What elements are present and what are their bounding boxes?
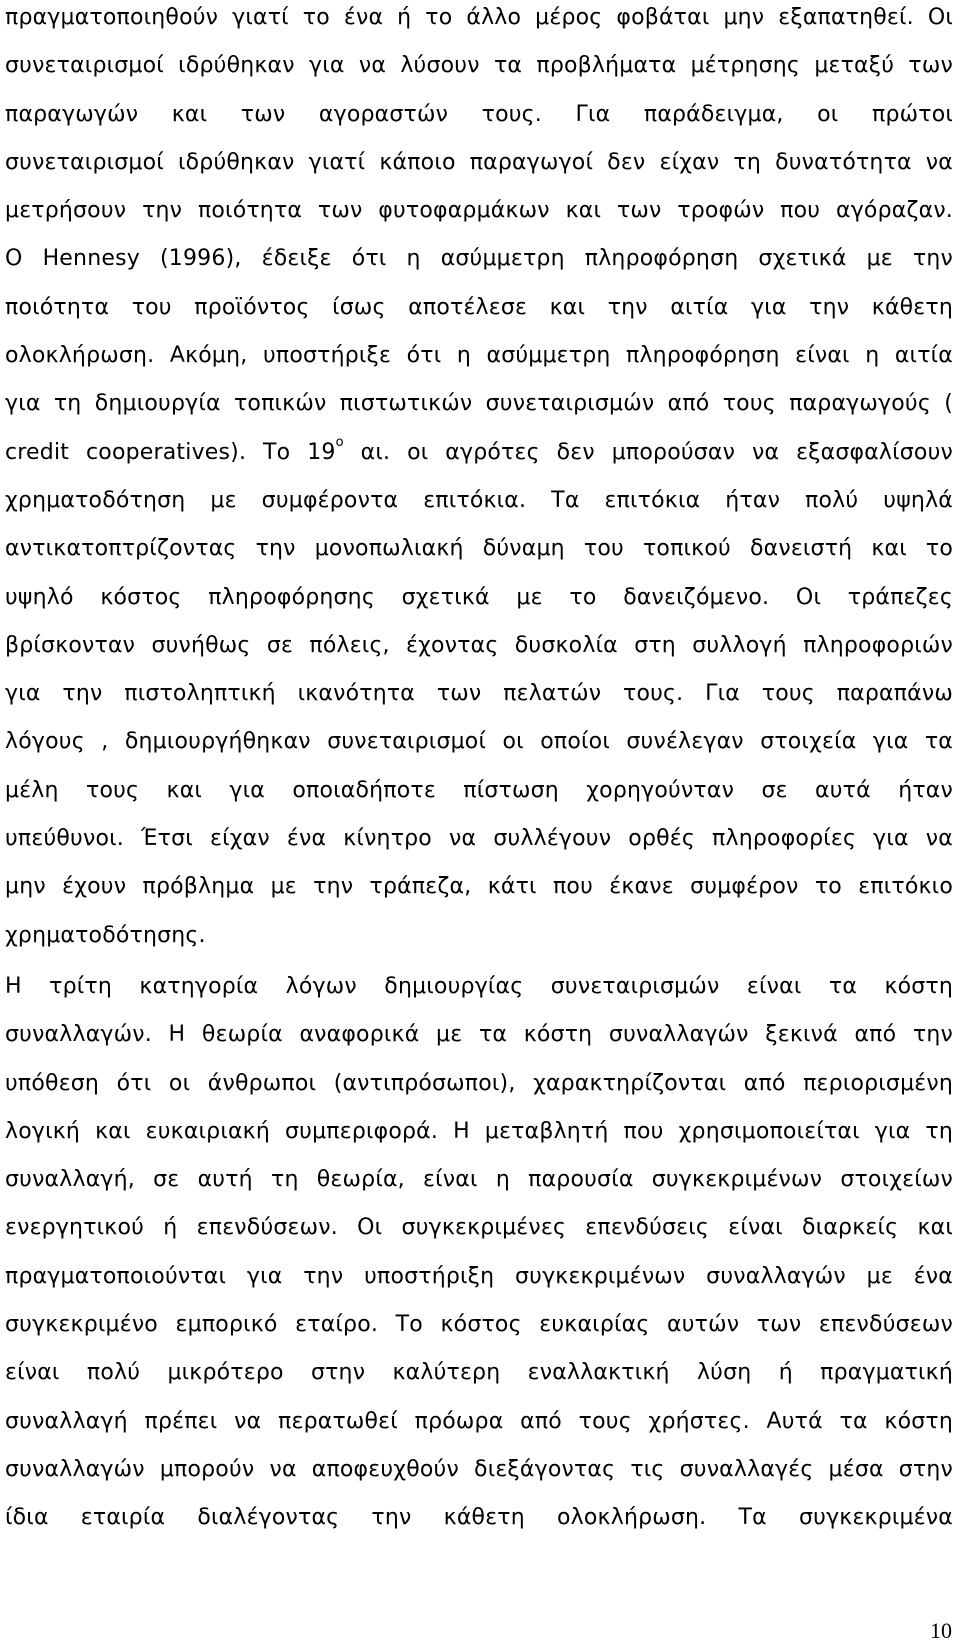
text-line: συναλλαγή, σε αυτή τη θεωρία, είναι η παρουσία συγκεκριμένων στοιχείων — [5, 1167, 953, 1193]
text-line: για την πιστοληπτική ικανότητα των πελατών τους. Για τους παραπάνω — [5, 681, 953, 707]
text-line: ολοκλήρωση. Ακόμη, υποστήριξε ότι η ασύμμετρη πληροφόρηση είναι η αιτία — [5, 343, 953, 369]
text-segment: credit cooperatives). Το 19 — [5, 439, 336, 465]
text-line: συναλλαγών. Η θεωρία αναφορικά με τα κόστη συναλλαγών ξεκινά από την — [5, 1022, 953, 1048]
text-line: συναλλαγών μπορούν να αποφευχθούν διεξάγοντας τις συναλλαγές μέσα στην — [5, 1456, 953, 1482]
text-line: αντικατοπτρίζοντας την μονοπωλιακή δύναμη του τοπικού δανειστή και το — [5, 536, 953, 562]
text-line: χρηματοδότηση με συμφέροντα επιτόκια. Τα επιτόκια ήταν πολύ υψηλά — [5, 487, 953, 513]
text-line: συνεταιρισμοί ιδρύθηκαν για να λύσουν τα προβλήματα μέτρησης μεταξύ των — [5, 53, 953, 79]
text-line: λογική και ευκαιριακή συμπεριφορά. Η μεταβλητή που χρησιμοποιείται για τη — [5, 1118, 953, 1144]
text-line: ίδια εταιρία διαλέγοντας την κάθετη ολοκλήρωση. Τα συγκεκριμένα — [5, 1505, 953, 1531]
text-line: χρηματοδότησης. — [5, 922, 206, 948]
text-line: συγκεκριμένο εμπορικό εταίρο. Το κόστος ευκαιρίας αυτών των επενδύσεων — [5, 1312, 953, 1338]
text-line: πραγματοποιούνται για την υποστήριξη συγκεκριμένων συναλλαγών με ένα — [5, 1263, 953, 1289]
paragraph-1 — [5, 0, 953, 960]
text-line: μην έχουν πρόβλημα με την τράπεζα, κάτι που έκανε συμφέρον το επιτόκιο — [5, 874, 953, 900]
superscript: ο — [335, 435, 344, 451]
text-line: παραγωγών και των αγοραστών τους. Για παράδειγμα, οι πρώτοι — [5, 101, 953, 127]
page-number: 10 — [930, 1618, 952, 1643]
text-line: ποιότητα του προϊόντος ίσως αποτέλεσε και την αιτία για την κάθετη — [5, 294, 953, 320]
text-line: είναι πολύ μικρότερο στην καλύτερη εναλλακτική λύση ή πραγματική — [5, 1360, 953, 1386]
text-line: συναλλαγή πρέπει να περατωθεί πρόωρα από τους χρήστες. Αυτά τα κόστη — [5, 1408, 953, 1434]
text-line: υπόθεση ότι οι άνθρωποι (αντιπρόσωποι), χαρακτηρίζονται από περιορισμένη — [5, 1070, 953, 1096]
text-line: συνεταιρισμοί ιδρύθηκαν γιατί κάποιο παραγωγοί δεν είχαν τη δυνατότητα να — [5, 149, 953, 175]
text-line: βρίσκονταν συνήθως σε πόλεις, έχοντας δυσκολία στη συλλογή πληροφοριών — [5, 632, 953, 658]
text-segment: αι. οι αγρότες δεν μπορούσαν να εξασφαλίσουν — [343, 439, 953, 465]
text-line-with-superscript — [5, 429, 953, 477]
text-line: μέλη τους και για οποιαδήποτε πίστωση χορηγούνταν σε αυτά ήταν — [5, 777, 953, 803]
text-line: πραγματοποιηθούν γιατί το ένα ή το άλλο μέρος φοβάται μην εξαπατηθεί. Οι — [5, 5, 953, 30]
text-line: υπεύθυνοι. Έτσι είχαν ένα κίνητρο να συλλέγουν ορθές πληροφορίες για να — [5, 826, 953, 852]
text-line: Ο Hennesy (1996), έδειξε ότι η ασύμμετρη πληροφόρηση σχετικά με την — [5, 246, 953, 272]
text-line: μετρήσουν την ποιότητα των φυτοφαρμάκων και των τροφών που αγόραζαν. — [5, 198, 953, 224]
text-line: υψηλό κόστος πληροφόρησης σχετικά με το δανειζόμενο. Οι τράπεζες — [5, 584, 953, 610]
paragraph-2 — [5, 963, 953, 1543]
text-line: λόγους , δημιουργήθηκαν συνεταιρισμοί οι οποίοι συνέλεγαν στοιχεία για τα — [5, 729, 953, 755]
text-line: Η τρίτη κατηγορία λόγων δημιουργίας συνεταιρισμών είναι τα κόστη — [5, 974, 953, 999]
text-line: για τη δημιουργία τοπικών πιστωτικών συνεταιρισμών από τους παραγωγούς ( — [5, 391, 953, 417]
text-line: ενεργητικού ή επενδύσεων. Οι συγκεκριμένες επενδύσεις είναι διαρκείς και — [5, 1215, 953, 1241]
